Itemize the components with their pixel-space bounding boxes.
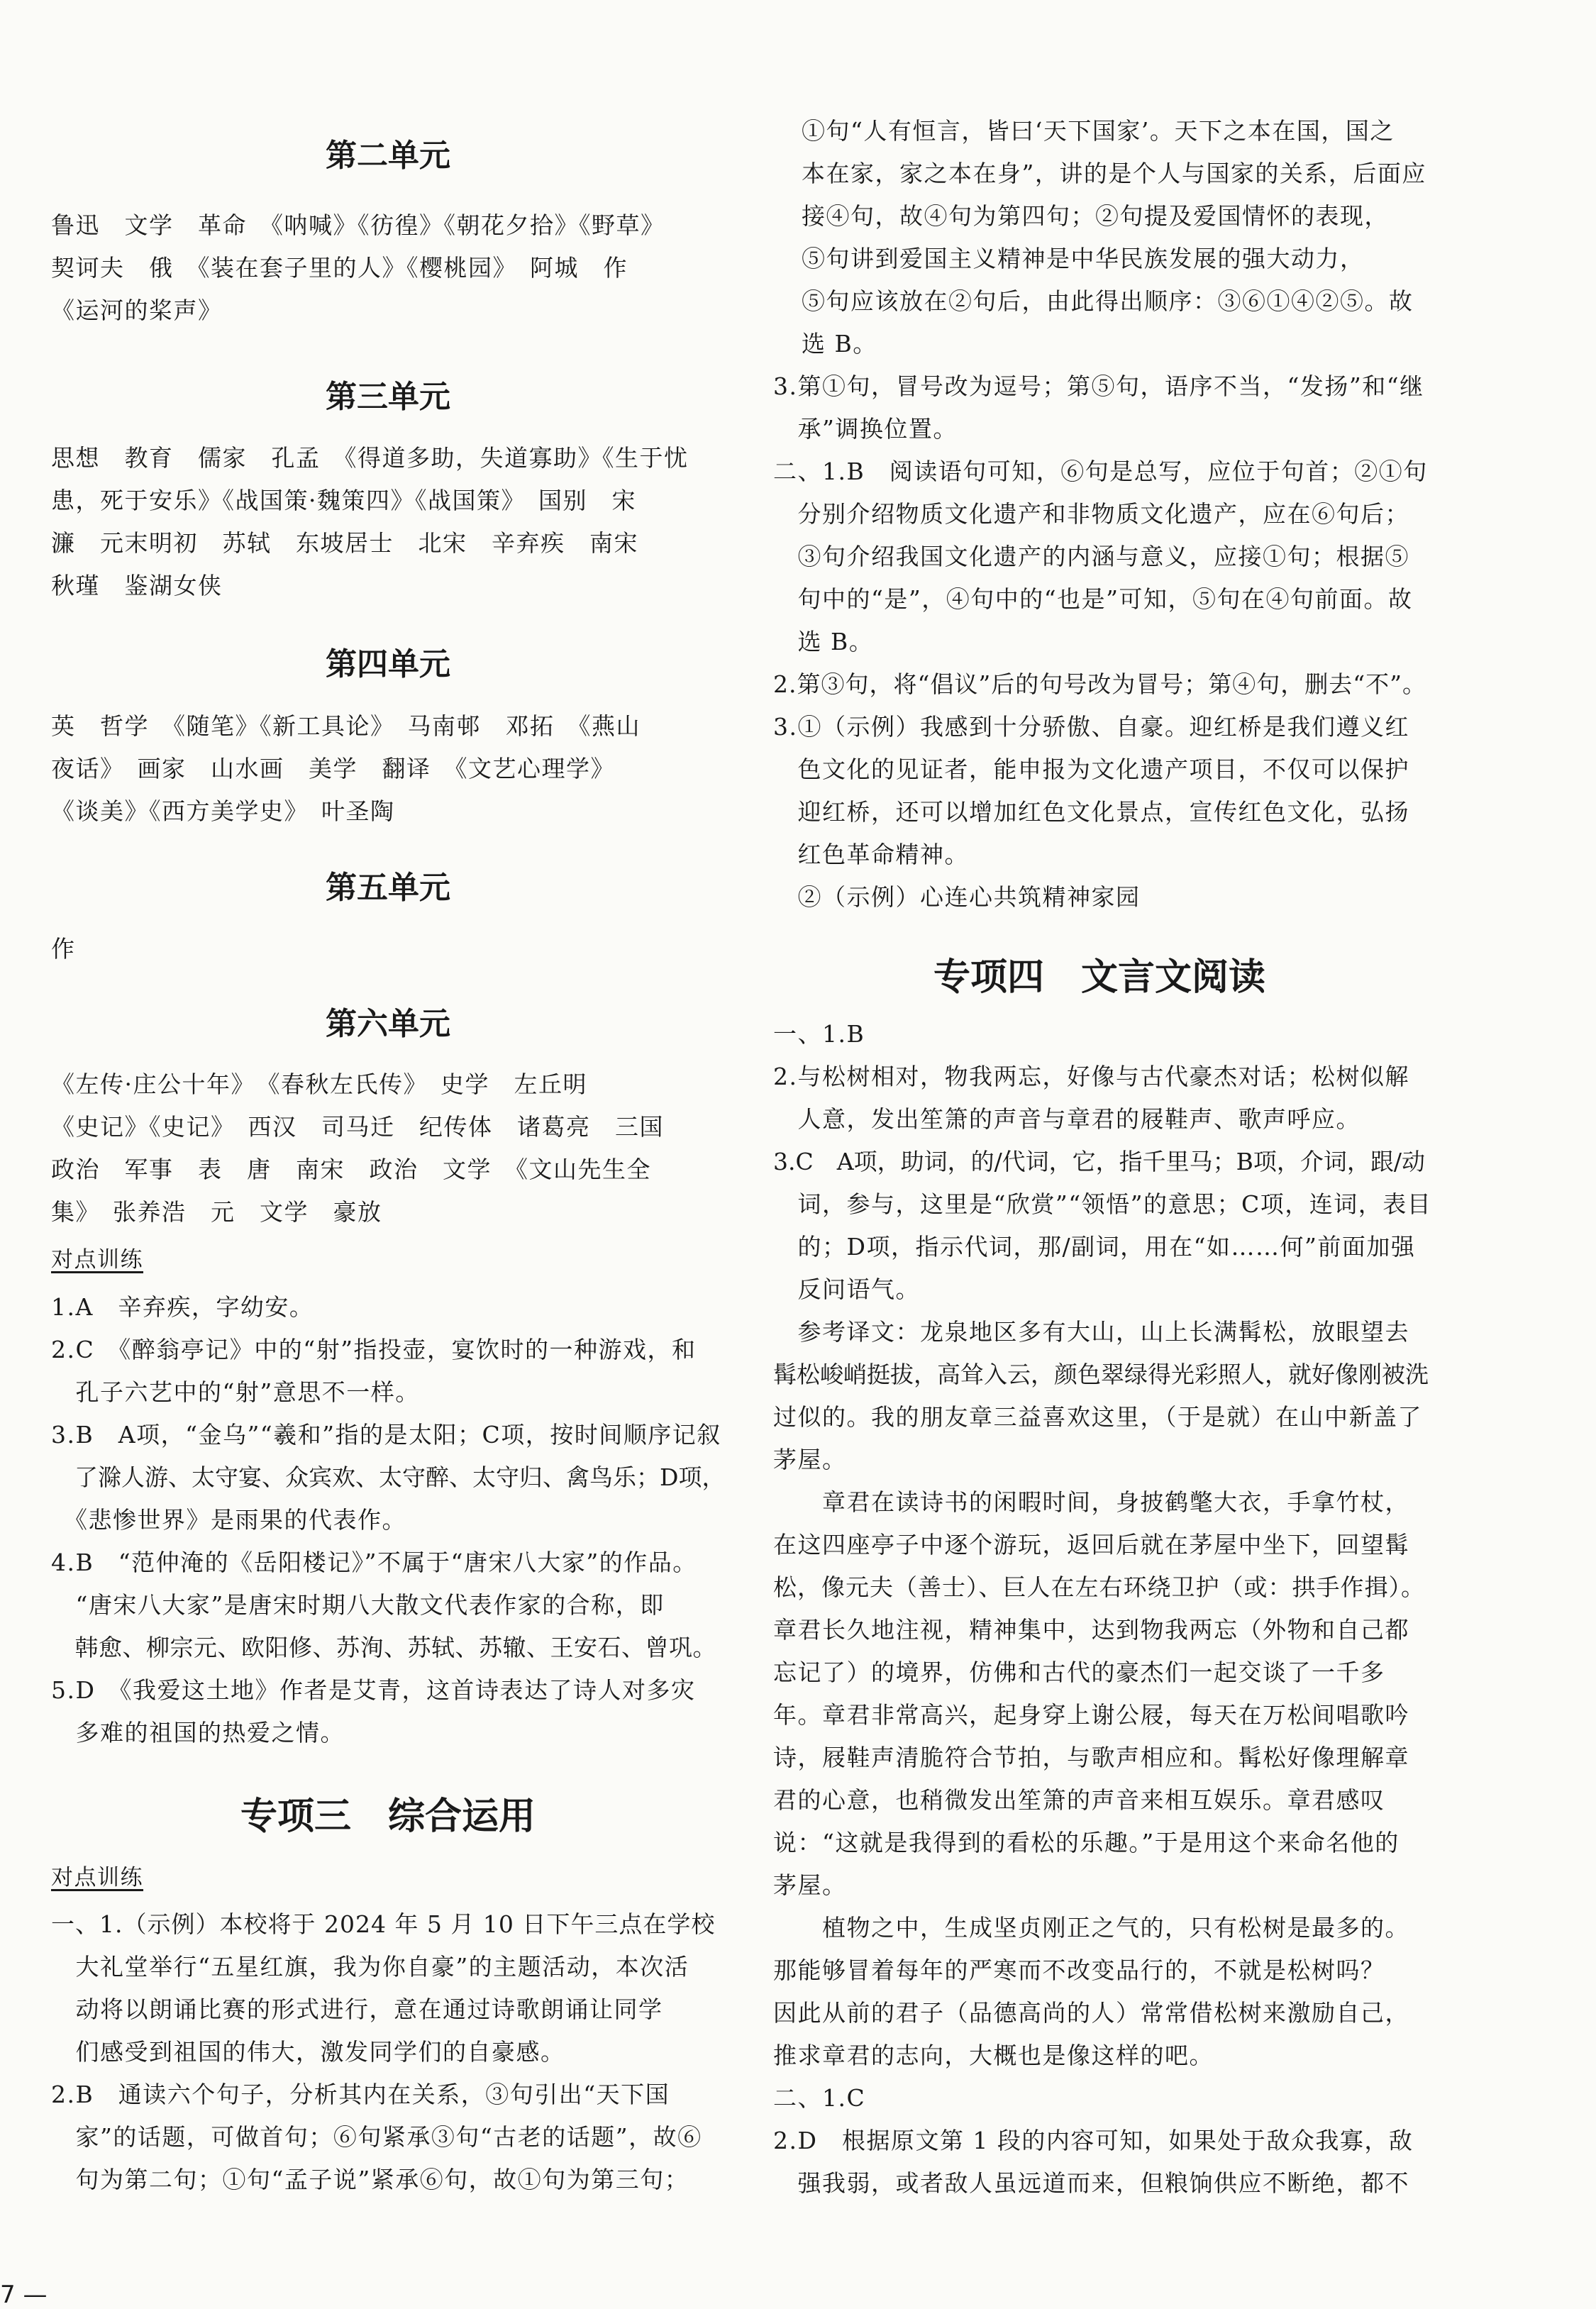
answer-line: 韩愈、柳宗元、欧阳修、苏洵、苏轼、苏辙、王安石、曾巩。 <box>51 1634 716 1661</box>
special4-line: 茅屋。 <box>773 1446 847 1473</box>
unit4-line: 英 哲学 《随笔》《新工具论》 马南邨 邓拓 《燕山 <box>51 712 641 740</box>
answer-line: 多难的祖国的热爱之情。 <box>51 1719 345 1746</box>
unit6-line: 《左传·庄公十年》 《春秋左氏传》 史学 左丘明 <box>51 1070 587 1098</box>
special3-line: 大礼堂举行“五星红旗，我为你自豪”的主题活动，本次活 <box>51 1953 689 1981</box>
unit2-line: 鲁迅 文学 革命 《呐喊》《彷徨》《朝花夕拾》《野草》 <box>51 211 665 239</box>
special4-line: 因此从前的君子（品德高尚的人）常常借松树来激励自己， <box>773 1999 1409 2027</box>
special3-line: 家”的话题，可做首句；⑥句紧承③句“古老的话题”，故⑥ <box>51 2123 702 2151</box>
special4-line: 章君在读诗书的闲暇时间，身披鹤氅大衣，手拿竹杖， <box>773 1488 1409 1516</box>
special4-line: 词，参与，这里是“欣赏”“领悟”的意思；C项，连词，表目 <box>773 1190 1432 1218</box>
special4-line: 植物之中，生成坚贞刚正之气的，只有松树是最多的。 <box>773 1914 1409 1942</box>
unit6-line: 政治 军事 表 唐 南宋 政治 文学 《文山先生全 <box>51 1156 651 1183</box>
answer-line: 了滁人游、太守宴、众宾欢、太守醉、太守归、禽鸟乐；D项， <box>51 1463 726 1491</box>
right-line: 承”调换位置。 <box>773 415 958 443</box>
special4-line: 人意，发出笙箫的声音与章君的屐鞋声、歌声呼应。 <box>773 1105 1361 1133</box>
unit3-title: 第三单元 <box>326 379 450 415</box>
unit3-line: 患，死于安乐》《战国策·魏策四》《战国策》 国别 宋 <box>51 487 636 514</box>
special4-title: 专项四 文言文阅读 <box>933 956 1265 999</box>
special4-line: 忘记了）的境界，仿佛和古代的豪杰们一起交谈了一千多 <box>773 1659 1385 1686</box>
right-line: ②（示例）心连心共筑精神家园 <box>773 883 1141 911</box>
special4-line: 一、1.B <box>773 1020 865 1048</box>
special4-line: 强我弱，或者敌人虽远道而来，但粮饷供应不断绝，都不 <box>773 2169 1409 2197</box>
special4-line: 松，像元夫（善士）、巨人在左右环绕卫护（或：拱手作揖）。 <box>773 1573 1425 1601</box>
answer-line: 2.C 《醉翁亭记》中的“射”指投壶，宴饮时的一种游戏，和 <box>51 1336 697 1363</box>
special4-line: 说：“这就是我得到的看松的乐趣。”于是用这个来命名他的 <box>773 1829 1400 1856</box>
special4-line: 在这四座亭子中逐个游玩，返回后就在茅屋中坐下，回望髯 <box>773 1531 1409 1558</box>
training-label: 对点训练 <box>51 1247 143 1273</box>
right-line: 选 B。 <box>773 628 874 655</box>
right-line: ⑤句应该放在②句后，由此得出顺序：③⑥①④②⑤。故 <box>802 287 1414 315</box>
special4-line: 那能够冒着每年的严寒而不改变品行的，不就是松树吗？ <box>773 1956 1385 1984</box>
unit4-line: 夜话》 画家 山水画 美学 翻译 《文艺心理学》 <box>51 755 615 782</box>
right-line: 红色革命精神。 <box>773 841 969 868</box>
special4-line: 推求章君的志向，大概也是像这样的吧。 <box>773 2042 1214 2069</box>
special4-line: 君的心意，也稍微发出笙箫的声音来相互娱乐。章君感叹 <box>773 1786 1385 1814</box>
special4-line: 年。章君非常高兴，起身穿上谢公屐，每天在万松间唱歌吟 <box>773 1701 1409 1729</box>
special3-line: 们感受到祖国的伟大，激发同学们的自豪感。 <box>51 2038 565 2066</box>
special4-line: 章君长久地注视，精神集中，达到物我两忘（外物和自己都 <box>773 1616 1409 1644</box>
special4-line: 过似的。我的朋友章三益喜欢这里，（于是就）在山中新盖了 <box>773 1403 1422 1431</box>
right-line: ⑤句讲到爱国主义精神是中华民族发展的强大动力， <box>802 245 1365 272</box>
unit3-line: 思想 教育 儒家 孔孟 《得道多助，失道寡助》《生于忧 <box>51 444 689 472</box>
answer-line: 4.B “范仲淹的《岳阳楼记》”不属于“唐宋八大家”的作品。 <box>51 1549 697 1576</box>
answer-line: 孔子六艺中的“射”意思不一样。 <box>51 1378 420 1406</box>
unit5-title: 第五单元 <box>326 870 450 906</box>
unit6-line: 集》 张养浩 元 文学 豪放 <box>51 1198 382 1226</box>
special4-line: 茅屋。 <box>773 1871 847 1899</box>
right-line: 3.第①句，冒号改为逗号；第⑤句，语序不当，“发扬”和“继 <box>773 372 1424 400</box>
special4-line: 髯松峻峭挺拔，高耸入云，颜色翠绿得光彩照人，就好像刚被洗 <box>773 1361 1429 1388</box>
special4-line: 3.C A项，助词，的/代词，它，指千里马；B项，介词，跟/动 <box>773 1148 1426 1175</box>
special4-line: 二、1.C <box>773 2084 866 2112</box>
special3-line: 一、1.（示例）本校将于 2024 年 5 月 10 日下午三点在学校 <box>51 1910 716 1938</box>
unit6-title: 第六单元 <box>326 1006 450 1042</box>
answer-line: 3.B A项，“金乌”“羲和”指的是太阳；C项，按时间顺序记叙 <box>51 1421 721 1449</box>
special3-title: 专项三 综合运用 <box>240 1795 536 1838</box>
right-line: 本在家，家之本在身”，讲的是个人与国家的关系，后面应 <box>802 160 1426 187</box>
right-line: 分别介绍物质文化遗产和非物质文化遗产，应在⑥句后； <box>773 500 1409 528</box>
right-line: 色文化的见证者，能申报为文化遗产项目，不仅可以保护 <box>773 755 1409 783</box>
special3-training-label: 对点训练 <box>51 1865 143 1890</box>
right-line: 二、1.B 阅读语句可知，⑥句是总写，应位于句首；②①句 <box>773 458 1428 485</box>
answer-line: 5.D 《我爱这土地》作者是艾青，这首诗表达了诗人对多灾 <box>51 1676 696 1704</box>
special3-line: 2.B 通读六个句子，分析其内在关系，③句引出“天下国 <box>51 2081 670 2108</box>
unit3-line: 濂 元末明初 苏轼 东坡居士 北宋 辛弃疾 南宋 <box>51 529 638 557</box>
unit4-title: 第四单元 <box>326 646 450 682</box>
answer-line: 1.A 辛弃疾，字幼安。 <box>51 1293 314 1321</box>
right-line: ①句“人有恒言，皆曰‘天下国家’。天下之本在国，国之 <box>802 117 1395 145</box>
right-line: 2.第③句，将“倡议”后的句号改为冒号；第④句，删去“不”。 <box>773 670 1426 698</box>
right-line: 接④句，故④句为第四句；②句提及爱国情怀的表现， <box>802 202 1389 230</box>
special4-line: 反问语气。 <box>773 1275 920 1303</box>
unit4-line: 《谈美》《西方美学史》 叶圣陶 <box>51 797 395 825</box>
special4-line: 2.D 根据原文第 1 段的内容可知，如果处于敌众我寡，敌 <box>773 2127 1414 2154</box>
special4-line: 诗，屐鞋声清脆符合节拍，与歌声相应和。髯松好像理解章 <box>773 1744 1409 1771</box>
right-line: 迎红桥，还可以增加红色文化景点，宣传红色文化，弘扬 <box>773 798 1409 826</box>
right-line: 3.①（示例）我感到十分骄傲、自豪。迎红桥是我们遵义红 <box>773 713 1409 741</box>
unit2-line: 契诃夫 俄 《装在套子里的人》《樱桃园》 阿城 作 <box>51 254 628 282</box>
special4-line: 2.与松树相对，物我两忘，好像与古代豪杰对话；松树似解 <box>773 1063 1409 1090</box>
unit2-title: 第二单元 <box>326 138 450 174</box>
special4-line: 的；D项，指示代词，那/副词，用在“如……何”前面加强 <box>773 1233 1416 1261</box>
unit3-line: 秋瑾 鉴湖女侠 <box>51 572 223 599</box>
answer-line: 《悲惨世界》是雨果的代表作。 <box>51 1506 406 1534</box>
right-line: 选 B。 <box>802 330 877 358</box>
right-line: ③句介绍我国文化遗产的内涵与意义，应接①句；根据⑤ <box>773 543 1409 570</box>
special3-line: 动将以朗诵比赛的形式进行，意在通过诗歌朗诵让同学 <box>51 1995 663 2023</box>
unit5-line: 作 <box>51 935 76 963</box>
unit6-line: 《史记》《史记》 西汉 司马迁 纪传体 诸葛亮 三国 <box>51 1113 664 1141</box>
answer-line: “唐宋八大家”是唐宋时期八大散文代表作家的合称，即 <box>51 1591 665 1619</box>
right-line: 句中的“是”，④句中的“也是”可知，⑤句在④句前面。故 <box>773 585 1413 613</box>
special3-line: 句为第二句；①句“孟子说”紧承⑥句，故①句为第三句； <box>51 2166 689 2193</box>
special4-line: 参考译文：龙泉地区多有大山，山上长满髯松，放眼望去 <box>773 1318 1409 1346</box>
unit2-line: 《运河的桨声》 <box>51 297 223 324</box>
page-number: 7 — <box>0 2281 48 2309</box>
